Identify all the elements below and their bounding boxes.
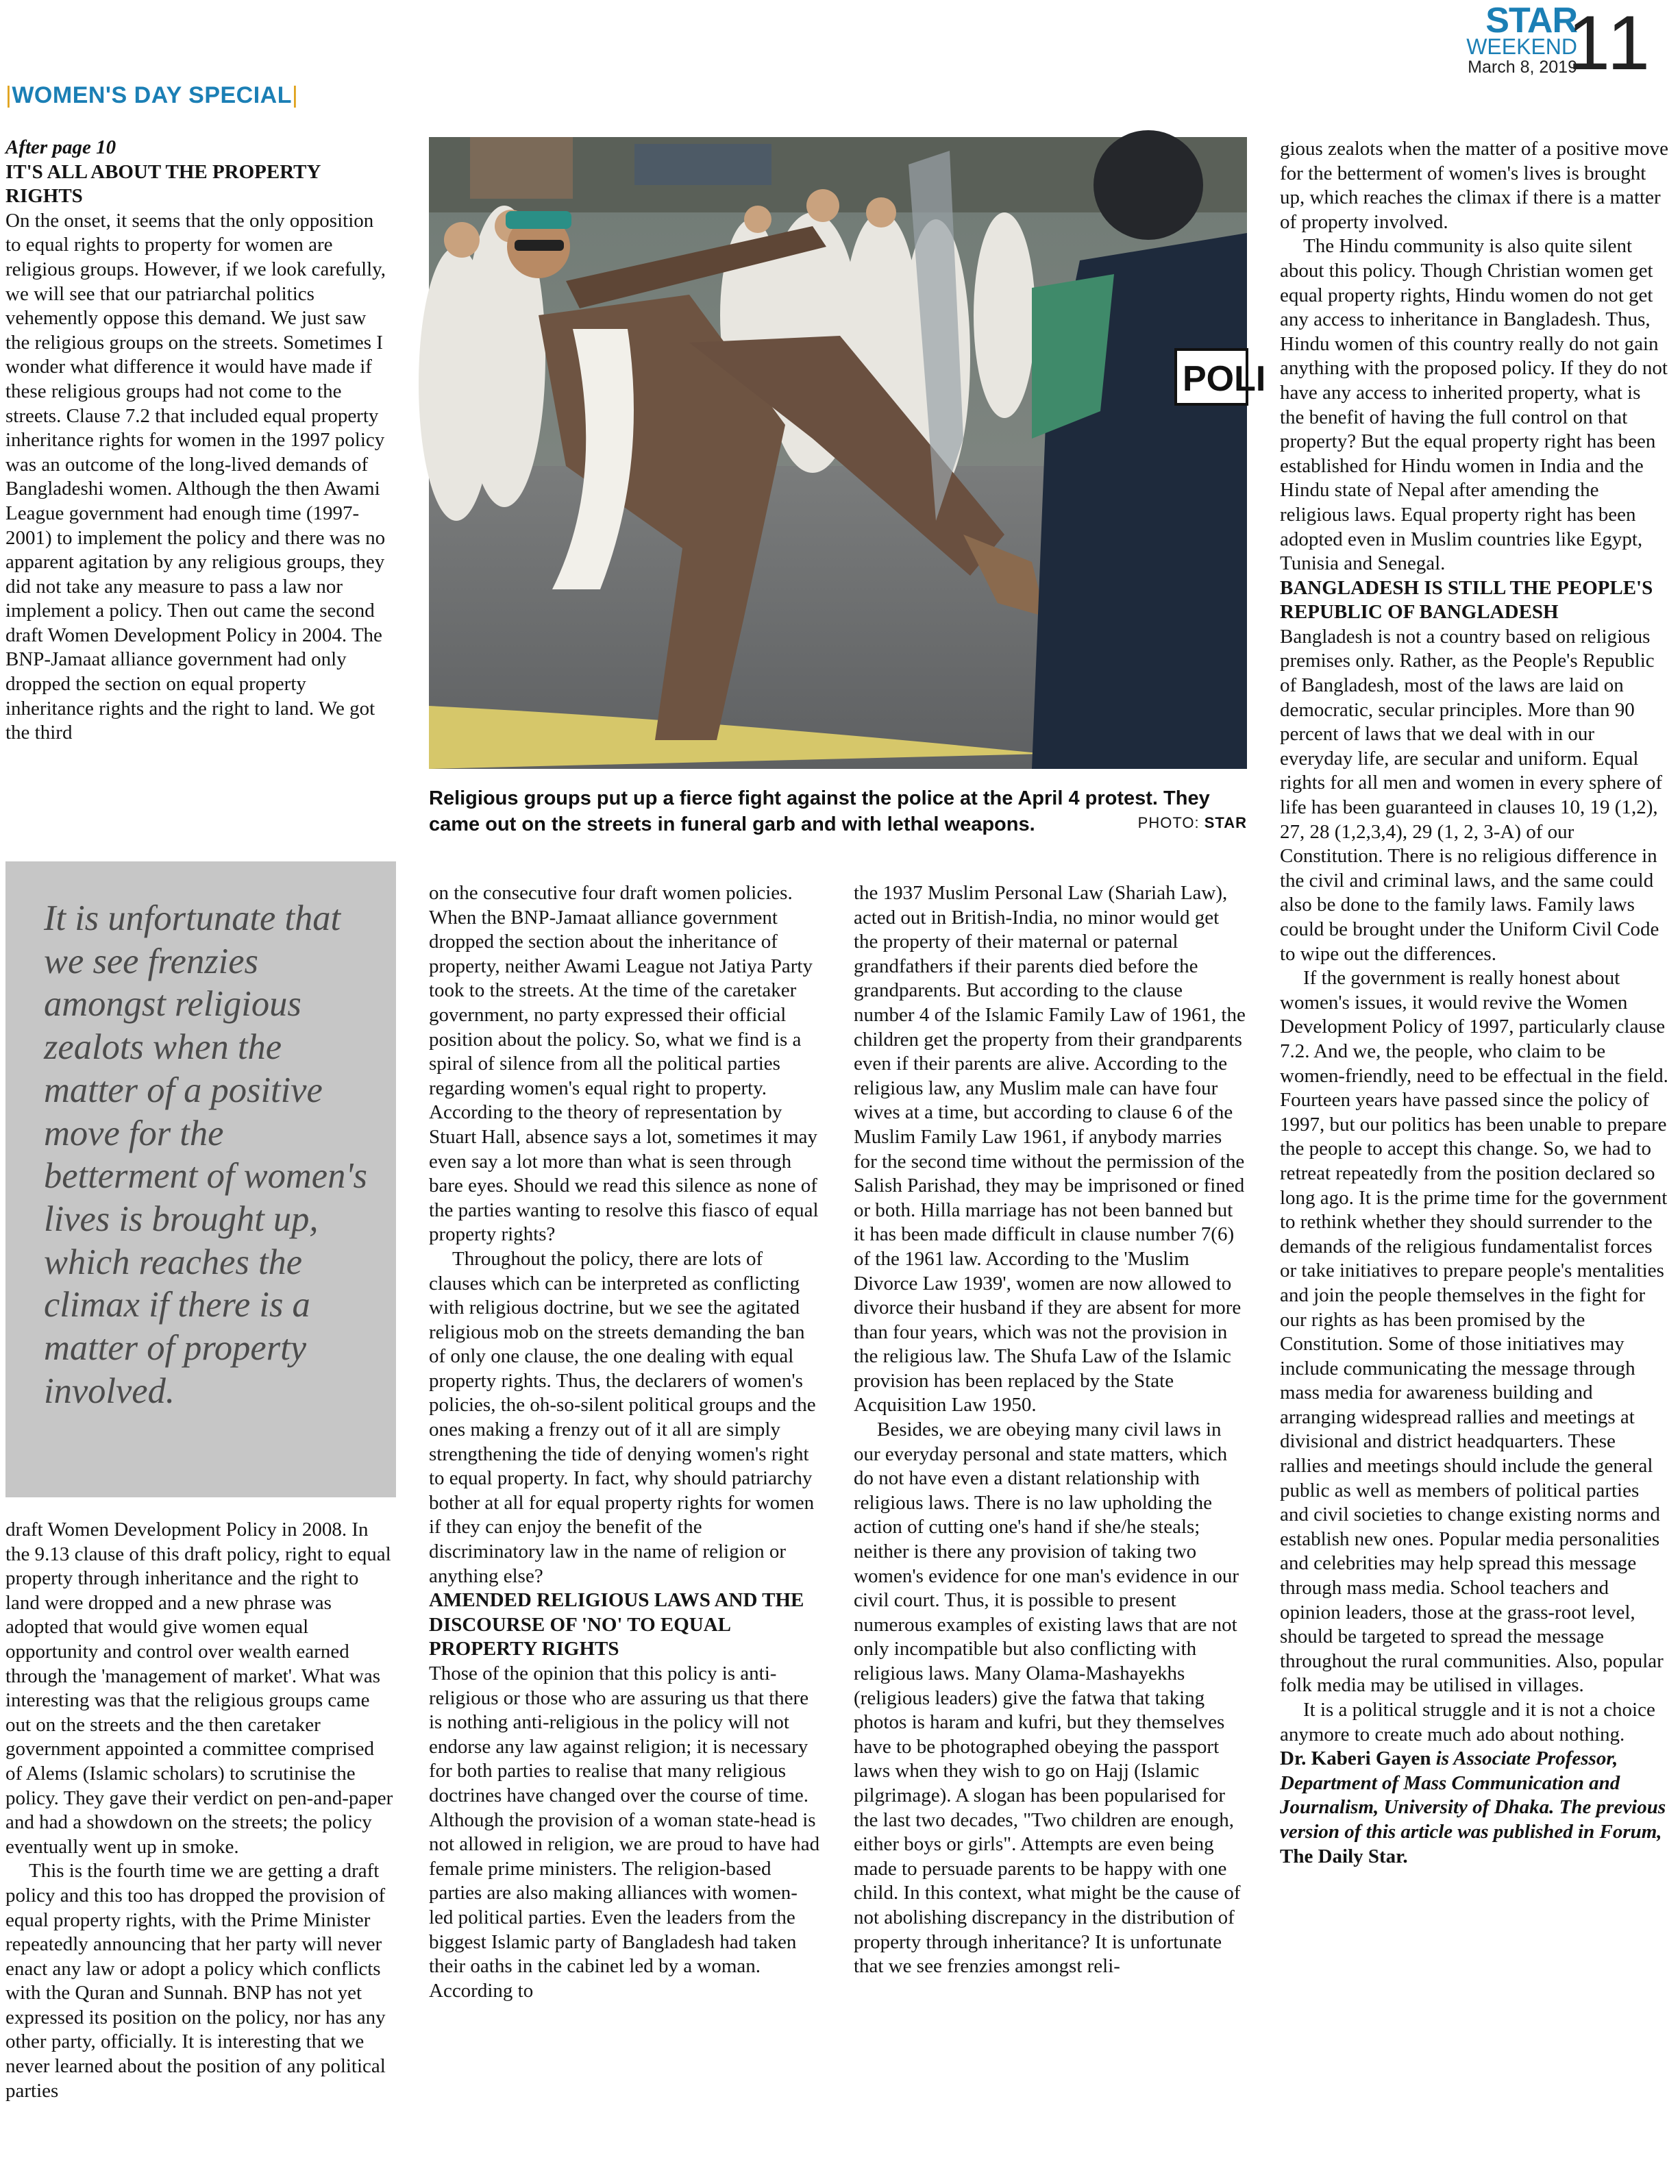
paragraph: on the consecutive four draft women policies. When the BNP-Jamaat alliance government dropped the section about the inheritance of property, neither Awami League not Jatiya Party took to the streets. At the time of the caretaker government, no party expressed their official position about the policy. So, what we find is a spiral of silence from all the political parties regarding women's equal right to property. According to the theory of representation by Stuart Hall, absence says a lot, sometimes it may even say a lot more than what is seen through bare eyes. Should we read this silence as none of the parties wanting to resolve this fiasco of equal property rights?: [429, 882, 819, 1246]
label-bar-right: |: [292, 82, 299, 108]
issue-date: March 8, 2019: [1468, 58, 1577, 77]
author-byline: [1280, 1747, 1669, 1869]
photo-caption: [429, 785, 1247, 837]
column-1-top: [5, 136, 393, 746]
paragraph: gious zealots when the matter of a positive move for the betterment of women's lives is brought up, which reaches the climax if there is a matter of property involved.: [1280, 138, 1668, 233]
brand-star: STAR: [1485, 1, 1577, 40]
pull-quote-box: [5, 861, 396, 1497]
author-name: Dr. Kaberi Gayen: [1280, 1747, 1431, 1770]
publication-name: The Daily Star.: [1280, 1845, 1408, 1867]
subheading-amended-laws: AMENDED RELIGIOUS LAWS AND THE DISCOURSE OF 'NO' TO EQUAL PROPERTY RIGHTS: [429, 1589, 804, 1660]
continued-from: After page 10: [5, 136, 116, 158]
column-1-bottom: [5, 1518, 393, 2103]
paragraph: Throughout the policy, there are lots of clauses which can be interpreted as conflicting with religious doctrine, but we see the agitated religious mob on the streets demanding the ban of only one clause, the one dealing with equal property rights. Thus, the declarers of women's policies, the oh-so-silent political groups and the ones making a frenzy out of it all are simply strengthening the tide of denying women's right to equal property. In fact, why should patriarchy bother at all for equal property rights for women if they can enjoy the benefit of the discriminatory law in the name of religion or anything else?: [429, 1247, 816, 1587]
photo-credit: [1138, 810, 1247, 836]
byline-note: The previous version of this article was published in Forum,: [1280, 1796, 1666, 1843]
subheading-property-rights: IT'S ALL ABOUT THE PROPERTY RIGHTS: [5, 160, 321, 208]
brand-block: [1466, 3, 1577, 76]
subheading-peoples-republic: BANGLADESH IS STILL THE PEOPLE'S REPUBLIC OF BANGLADESH: [1280, 576, 1653, 624]
column-4: [1280, 137, 1669, 1869]
author-role: is Associate Professor, Department of Mass Communication and Journalism, University of Dhaka.: [1280, 1747, 1620, 1819]
column-3: [854, 881, 1246, 1979]
photo-credit-source: STAR: [1204, 814, 1247, 831]
paragraph: Besides, we are obeying many civil laws in our everyday personal and state matters, which do not have even a distant relationship with religious laws. There is no law upholding the action of cutting one's hand if she/he steals; neither is there any provision of taking two women's evidence for one man's evidence in our civil court. Thus, it is possible to present numerous examples of existing laws that are not only incompatible but also conflicting with religious laws. Many Olama-Mashayekhs (religious leaders) give the fatwa that taking photos is haram and kufri, but they themselves have to be photographed obeying the passport laws when they wish to go on Hajj (Islamic pilgrimage). A slogan has been popularised for the last two decades, "Two children are enough, either boys or girls". Attempts are even being made to persuade parents to be happy with one child. In this context, what might be the cause of not abolishing discrepancy in the distribution of property through inheritance? It is unfortunate that we see frenzies amongst reli-: [854, 1419, 1241, 1978]
paragraph: This is the fourth time we are getting a draft policy and this too has dropped the provision of equal property rights, with the Prime Minister repeatedly announcing that her party will never enact any law or adopt a policy which conflicts with the Quran and Sunnah. BNP has not yet expressed its position on the policy, nor has any other party, officially. It is interesting that we never learned about the position of any political parties: [5, 1860, 386, 2102]
paragraph: draft Women Development Policy in 2008. In the 9.13 clause of this draft policy, right to equal property through inheritance and the right to land were dropped and a new phrase was adopted that would give women equal opportunity and control over wealth earned through the 'management of market'. What was interesting was that the religious groups came out on the streets and the then caretaker government appointed a committee comprised of Alems (Islamic scholars) to scrutinise the policy. They gave their verdict on pen-and-paper and had a showdown on the streets; the policy eventually went up in smoke.: [5, 1519, 393, 1858]
brand-weekend: WEEKEND: [1466, 34, 1577, 59]
paragraph: It is a political struggle and it is not a choice anymore to create much ado about nothing.: [1280, 1699, 1655, 1745]
photo-credit-label: PHOTO:: [1137, 814, 1200, 831]
paragraph: The Hindu community is also quite silent about this policy. Though Christian women get equal property rights, Hindu women do not get any access to inheritance in Bangladesh. Thus, Hindu women of this country really do not gain anything with the proposed policy. If they do not have any access to inherited property, what is the benefit of having the full control on that property? But the equal property right has been established for Hindu women in India and the Hindu state of Nepal after amending the religious laws. Equal property right has been adopted even in Muslim countries like Egypt, Tunisia and Senegal.: [1280, 235, 1668, 575]
label-bar-left: |: [5, 82, 12, 108]
section-label: [5, 82, 298, 109]
paragraph: the 1937 Muslim Personal Law (Shariah Law), acted out in British-India, no minor would get the property of their maternal or paternal grandfathers if their parents died before the grandparents. But according to the clause number 4 of the Islamic Family Law of 1961, the children get the property from their grandparents even if their parents are alive. According to the religious law, any Muslim male can have four wives at a time, but according to clause 6 of the Muslim Family Law 1961, if anybody marries for the second time without the permission of the Salish Parishad, they may be imprisoned or fined or both. Hilla marriage has not been banned but it has been made difficult in clause number 7(6) of the 1961 law. According to the 'Muslim Divorce Law 1939', women are now allowed to divorce their husband if they are absent for more than four years, which was not the provision in the religious law. The Shufa Law of the Islamic provision has been replaced by the State Acquisition Law 1950.: [854, 882, 1246, 1416]
paragraph: Bangladesh is not a country based on religious premises only. Rather, as the People's Republic of Bangladesh, most of the laws are laid on democratic, secular principles. More than 90 percent of laws that we deal with in our everyday life, are secular and uniform. Equal rights for all men and women in every sphere of life has been guaranteed in clauses 10, 19 (1,2), 27, 28 (1,2,3,4), 29 (1, 2, 3-A) of our Constitution. There is no religious difference in the civil and criminal laws, and the same could also be done to the family laws. Family laws could be brought under the Uniform Civil Code to wipe out the differences.: [1280, 625, 1663, 965]
masthead: [1447, 0, 1653, 86]
page-number: 11: [1567, 0, 1653, 86]
column-2: [429, 881, 821, 2003]
protest-photo: [429, 137, 1266, 769]
paragraph: On the onset, it seems that the only opposition to equal rights to property for women are religious groups. However, if we look carefully, we will see that our patriarchal politics vehemently oppose this demand. We just saw the religious groups on the streets. Sometimes I wonder what difference it would have made if these religious groups had not come to the streets. Clause 7.2 that included equal property inheritance rights for women in the 1997 policy was an outcome of the long-lived demands of Bangladeshi women. Although the then Awami League government had enough time (1997-2001) to implement the policy and there was no apparent agitation by any religious groups, they did not take any measure to pass a law nor implement a policy. Then out came the second draft Women Development Policy in 2004. The BNP-Jamaat alliance government had only dropped the section on equal property inheritance rights and the right to land. We got the third: [5, 209, 386, 744]
paragraph: Those of the opinion that this policy is anti-religious or those who are assuring us that there is nothing anti-religious in the policy will not endorse any law against religion; it is necessary for both parties to realise that many religious doctrines have changed over the course of time. Although the provision of a woman state-head is not allowed in religion, we are proud to have had female prime ministers. The religion-based parties are also making alliances with women-led political parties. Even the leaders from the biggest Islamic party of Bangladesh had taken their oaths in the cabinet led by a woman. According to: [429, 1662, 820, 2002]
police-shield-text: POLI: [1183, 359, 1266, 399]
paragraph: If the government is really honest about women's issues, it would revive the Women Development Policy of 1997, particularly clause 7.2. And we, the people, who claim to be women-friendly, need to be effectual in the field. Fourteen years have passed since the policy of 1997, but our politics has been unable to prepare the people to accept this change. So, we had to retreat repeatedly from the position declared so long ago. It is the prime time for the government to rethink whether they should surrender to the demands of the religious fundamentalist forces or take initiatives to prepare people's mentalities and join the people themselves in the fight for our rights as has been promised by the Constitution. Some of those initiatives may include communicating the message through mass media for awareness building and arranging widespread rallies and meetings at divisional and district headquarters. These rallies and meetings should include the general public as well as members of political parties and civil societies to change existing norms and establish new ones. Popular media personalities and celebrities may help spread this message through mass media. School teachers and opinion leaders, those at the grass-root level, should be targeted to spread the message throughout the rural communities. Also, popular folk media may be utilised in villages.: [1280, 967, 1668, 1697]
photo-caption-text: Religious groups put up a fierce fight against the police at the April 4 protest. They came out on the streets in funeral garb and with lethal weapons.: [429, 787, 1210, 835]
protest-photo-illustration: [429, 137, 1266, 769]
pull-quote: It is unfortunate that we see frenzies amongst religious zealots when the matter of a positive move for the betterment of women's lives is brought up, which reaches the climax if there is a matter of property involved.: [44, 898, 367, 1411]
section-label-text: WOMEN'S DAY SPECIAL: [12, 82, 292, 108]
